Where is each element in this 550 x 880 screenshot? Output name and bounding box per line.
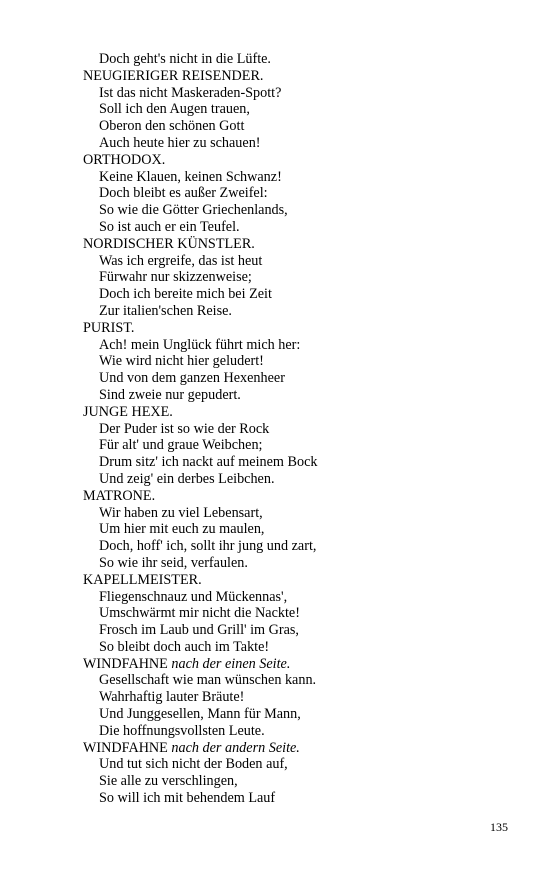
verse-line: Wahrhaftig lauter Bräute! <box>99 689 245 706</box>
speaker-heading <box>83 572 513 589</box>
verse-line: So wie die Götter Griechenlands, <box>99 202 288 219</box>
speaker-name: WINDFAHNE <box>83 655 168 672</box>
verse-line: So will ich mit behendem Lauf <box>99 790 276 807</box>
speaker-name: MATRONE. <box>83 487 156 504</box>
speech-block <box>83 572 513 656</box>
verse-line: So ist auch er ein Teufel. <box>99 218 240 235</box>
speech-block <box>83 51 513 68</box>
verse-line: Doch geht's nicht in die Lüfte. <box>99 51 271 67</box>
speaker-heading <box>83 236 513 253</box>
speech-block <box>83 656 513 740</box>
verse-line: Um hier mit euch zu maulen, <box>99 521 265 538</box>
speaker-heading <box>83 488 513 505</box>
verse-line: So bleibt doch auch im Takte! <box>99 638 270 655</box>
speaker-name: PURIST. <box>83 319 135 336</box>
verse-line: Fürwahr nur skizzenweise; <box>99 269 252 286</box>
speaker-heading <box>83 320 513 337</box>
page-number: 135 <box>490 820 508 834</box>
verse-line: Doch ich bereite mich bei Zeit <box>99 286 272 303</box>
speaker-name: WINDFAHNE <box>83 739 168 756</box>
verse-line: Der Puder ist so wie der Rock <box>99 420 270 437</box>
verse-line: Und zeig' ein derbes Leibchen. <box>99 470 275 487</box>
speech-block <box>83 740 513 807</box>
verse-line: Ach! mein Unglück führt mich her: <box>99 336 301 353</box>
verse-line: Doch bleibt es außer Zweifel: <box>99 185 268 202</box>
verse-line: Oberon den schönen Gott <box>99 118 245 135</box>
speech-block <box>83 152 513 236</box>
verse-line: Zur italien'schen Reise. <box>99 302 232 319</box>
verse-line: Für alt' und graue Weibchen; <box>99 437 263 454</box>
verse-line: Drum sitz' ich nackt auf meinem Bock <box>99 454 318 471</box>
verse-line: Frosch im Laub und Grill' im Gras, <box>99 622 299 639</box>
verse-line: Die hoffnungsvollsten Leute. <box>99 722 265 739</box>
verse-line: Auch heute hier zu schauen! <box>99 134 261 151</box>
verse-line: Sind zweie nur gepudert. <box>99 386 241 403</box>
verse-line: Wie wird nicht hier geludert! <box>99 353 264 370</box>
verse-line: Sie alle zu verschlingen, <box>99 773 238 790</box>
speaker-heading <box>83 152 513 169</box>
verse-line: Gesellschaft wie man wünschen kann. <box>99 672 317 689</box>
speaker-name: JUNGE HEXE. <box>83 403 173 420</box>
speaker-heading <box>83 740 513 757</box>
verse-line: Doch, hoff' ich, sollt ihr jung und zart, <box>99 538 317 555</box>
speaker-heading <box>83 68 513 85</box>
verse-line: Fliegenschnauz und Mückennas', <box>99 588 288 605</box>
verse-line: Und tut sich nicht der Boden auf, <box>99 756 288 773</box>
speaker-name: NEUGIERIGER REISENDER. <box>83 67 264 84</box>
verse-line: Was ich ergreife, das ist heut <box>99 252 263 269</box>
speaker-name: ORTHODOX. <box>83 151 166 168</box>
speech-block <box>83 404 513 488</box>
verse-line: Wir haben zu viel Lebensart, <box>99 504 263 521</box>
speech-block <box>83 236 513 320</box>
speaker-heading <box>83 656 513 673</box>
speaker-name: NORDISCHER KÜNSTLER. <box>83 235 255 252</box>
verse-line: Und von dem ganzen Hexenheer <box>99 370 285 387</box>
speaker-heading <box>83 404 513 421</box>
verse-line: Ist das nicht Maskeraden-Spott? <box>99 84 282 101</box>
stage-direction: nach der andern Seite. <box>171 739 300 756</box>
verse-line: Keine Klauen, keinen Schwanz! <box>99 168 282 185</box>
verse-line: Soll ich den Augen trauen, <box>99 101 250 118</box>
verse-line: So wie ihr seid, verfaulen. <box>99 554 248 571</box>
stage-direction: nach der einen Seite. <box>171 655 291 672</box>
speech-block <box>83 68 513 152</box>
verse-line: Und Junggesellen, Mann für Mann, <box>99 706 301 723</box>
speaker-name: KAPELLMEISTER. <box>83 571 202 588</box>
verse-text <box>83 51 513 807</box>
verse-line: Umschwärmt mir nicht die Nackte! <box>99 605 300 622</box>
speech-block <box>83 488 513 572</box>
speech-block <box>83 320 513 404</box>
